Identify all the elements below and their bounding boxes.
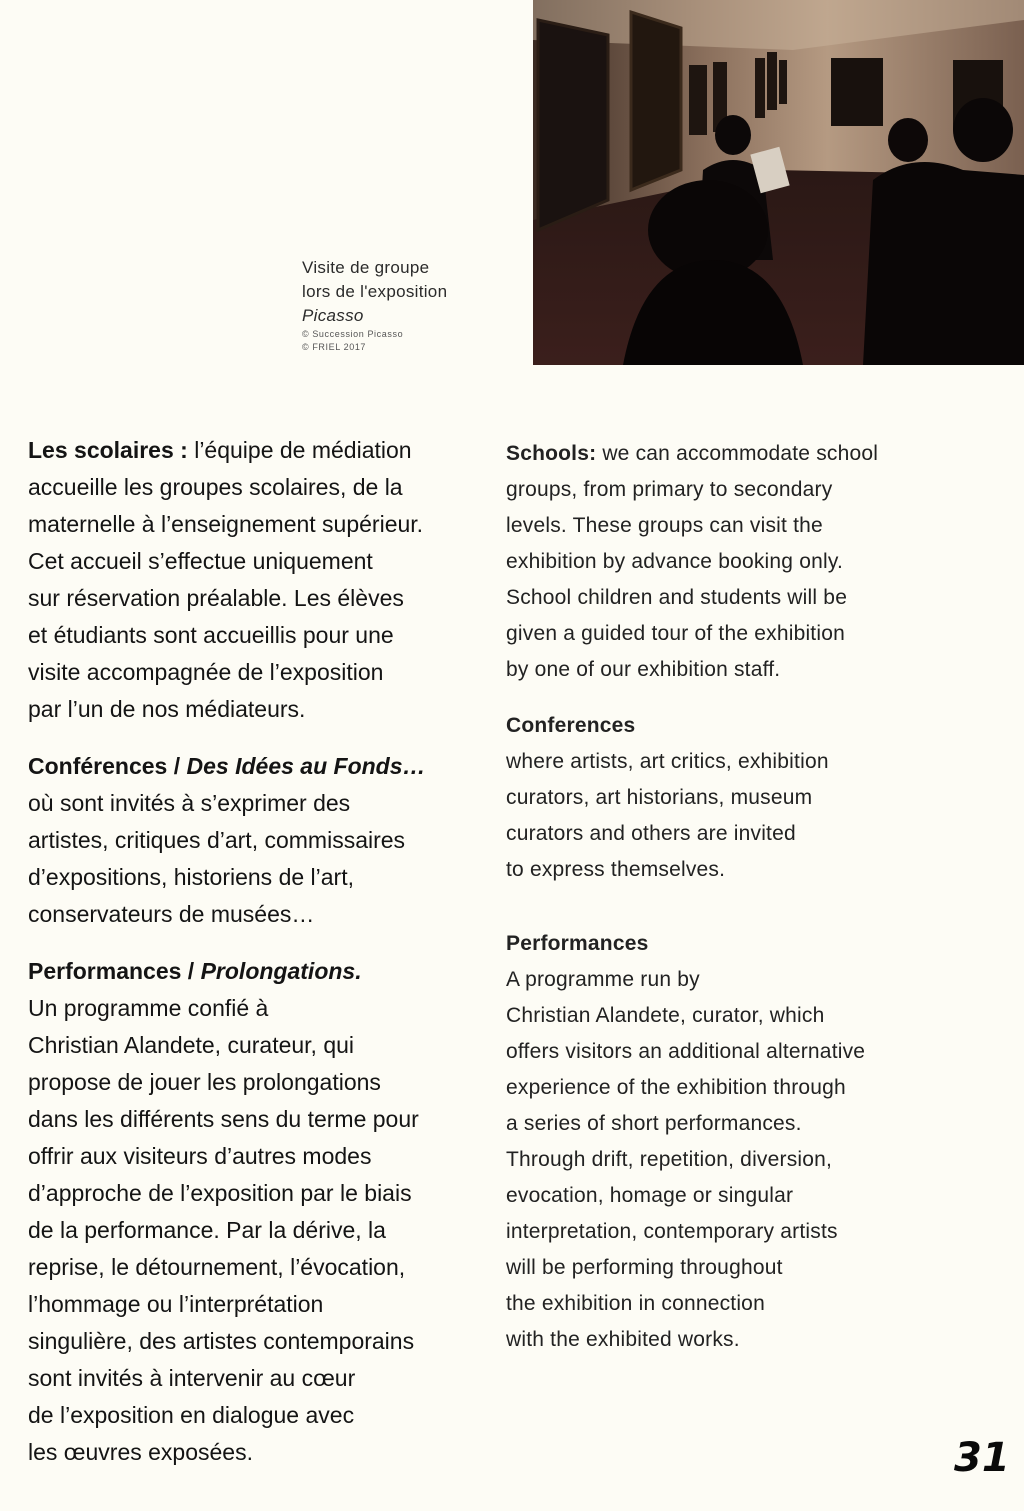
fr-performances (28, 953, 498, 1471)
en-conferences-heading: Conferences (506, 714, 636, 737)
en-schools-line: exhibition by advance booking only. (506, 550, 844, 573)
fr-performances-line: propose de jouer les prolongations (28, 1069, 381, 1095)
en-performances-line: Christian Alandete, curator, which (506, 1004, 825, 1027)
en-performances-line: Through drift, repetition, diversion, (506, 1148, 833, 1171)
fr-scolaires-line: l’équipe de médiation (187, 437, 412, 463)
fr-scolaires-heading: Les scolaires : (28, 437, 188, 463)
fr-performances-line: dans les différents sens du terme pour (28, 1106, 419, 1132)
caption-line-2: lors de l'exposition (302, 282, 448, 301)
en-performances-heading: Performances (506, 932, 649, 955)
fr-conferences-line: d’expositions, historiens de l’art, (28, 864, 354, 890)
en-conferences-line: curators, art historians, museum (506, 786, 813, 809)
en-schools-line: we can accommodate school (596, 442, 879, 465)
en-performances-line: with the exhibited works. (506, 1328, 740, 1351)
en-schools-line: School children and students will be (506, 586, 848, 609)
fr-conferences-line: où sont invités à s’exprimer des (28, 790, 351, 816)
en-performances-line: interpretation, contemporary artists (506, 1220, 838, 1243)
en-schools (506, 436, 1006, 688)
en-performances-line: evocation, homage or singular (506, 1184, 794, 1207)
en-performances-line: A programme run by (506, 968, 700, 991)
en-schools-line: groups, from primary to secondary (506, 478, 833, 501)
fr-scolaires-line: Cet accueil s’effectue uniquement (28, 548, 373, 574)
en-conferences (506, 708, 1006, 888)
en-conferences-line: curators and others are invited (506, 822, 796, 845)
en-performances-line: experience of the exhibition through (506, 1076, 846, 1099)
fr-performances-heading-italic: Prolongations. (200, 958, 362, 984)
fr-performances-heading: Performances / (28, 958, 201, 984)
page-number: 31 (954, 1435, 1010, 1481)
caption-credit-2: © FRIEL 2017 (302, 342, 367, 352)
caption-title: Picasso (302, 306, 364, 325)
fr-scolaires-line: accueille les groupes scolaires, de la (28, 474, 403, 500)
en-conferences-line: to express themselves. (506, 858, 726, 881)
en-performances-line: a series of short performances. (506, 1112, 802, 1135)
fr-performances-line: Christian Alandete, curateur, qui (28, 1032, 355, 1058)
english-column (506, 436, 1006, 1378)
fr-performances-line: offrir aux visiteurs d’autres modes (28, 1143, 372, 1169)
fr-scolaires (28, 432, 498, 728)
en-schools-line: levels. These groups can visit the (506, 514, 823, 537)
en-schools-line: by one of our exhibition staff. (506, 658, 781, 681)
en-schools-heading: Schools: (506, 442, 597, 465)
fr-performances-line: d’approche de l’exposition par le biais (28, 1180, 412, 1206)
fr-scolaires-line: sur réservation préalable. Les élèves (28, 585, 404, 611)
fr-scolaires-line: par l’un de nos médiateurs. (28, 696, 306, 722)
gallery-photo (533, 0, 1024, 365)
en-performances-line: the exhibition in connection (506, 1292, 765, 1315)
fr-performances-line: les œuvres exposées. (28, 1439, 253, 1465)
fr-conferences (28, 748, 498, 933)
fr-performances-line: de la performance. Par la dérive, la (28, 1217, 386, 1243)
fr-conferences-line: conservateurs de musées… (28, 901, 315, 927)
fr-conferences-heading-italic: Des Idées au Fonds… (186, 753, 426, 779)
photo-caption (302, 256, 522, 354)
fr-performances-line: de l’exposition en dialogue avec (28, 1402, 355, 1428)
fr-scolaires-line: visite accompagnée de l’exposition (28, 659, 384, 685)
fr-conferences-line: artistes, critiques d’art, commissaires (28, 827, 406, 853)
fr-scolaires-line: et étudiants sont accueillis pour une (28, 622, 394, 648)
en-performances (506, 926, 1006, 1358)
fr-performances-line: singulière, des artistes contemporains (28, 1328, 415, 1354)
en-schools-line: given a guided tour of the exhibition (506, 622, 845, 645)
fr-performances-line: reprise, le détournement, l’évocation, (28, 1254, 406, 1280)
en-conferences-line: where artists, art critics, exhibition (506, 750, 829, 773)
fr-performances-line: Un programme confié à (28, 995, 269, 1021)
caption-credit-1: © Succession Picasso (302, 329, 404, 339)
en-performances-line: will be performing throughout (506, 1256, 783, 1279)
fr-performances-line: l’hommage ou l’interprétation (28, 1291, 324, 1317)
caption-line-1: Visite de groupe (302, 258, 430, 277)
fr-performances-line: sont invités à intervenir au cœur (28, 1365, 356, 1391)
french-column (28, 432, 498, 1491)
fr-scolaires-line: maternelle à l’enseignement supérieur. (28, 511, 424, 537)
fr-conferences-heading: Conférences / (28, 753, 187, 779)
en-performances-line: offers visitors an additional alternative (506, 1040, 866, 1063)
